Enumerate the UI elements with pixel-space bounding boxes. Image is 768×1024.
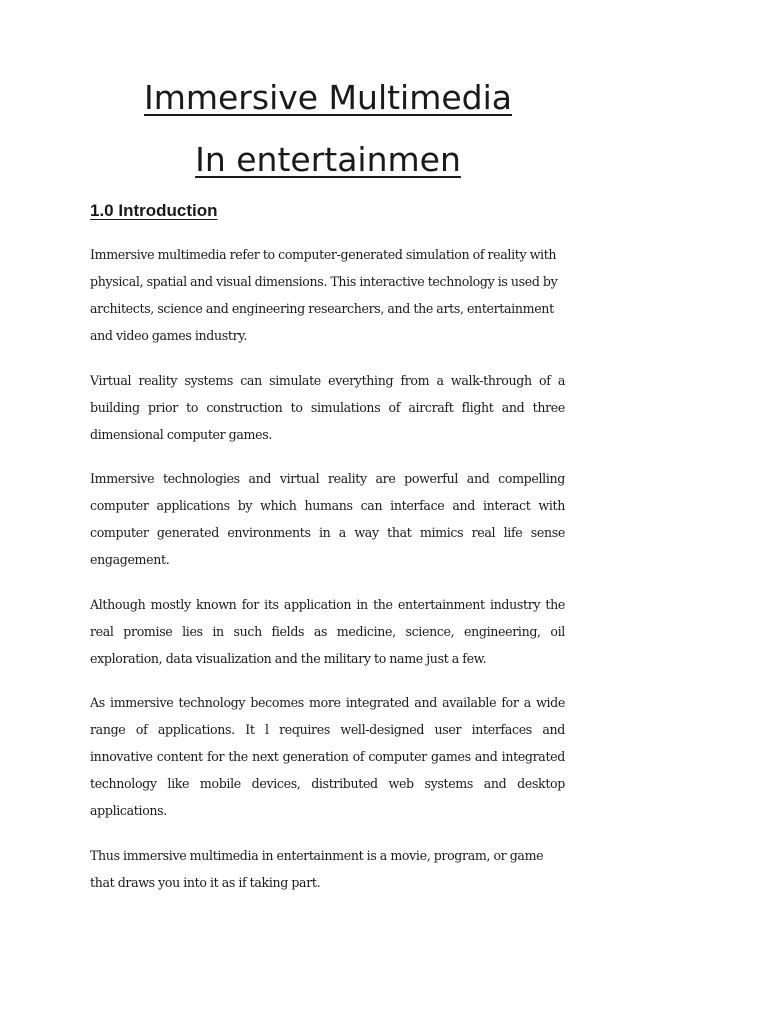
paragraph-5: As immersive technology becomes more integrated and available for a wide range of applications. It l requires well-designed user interfaces and innovative content for the next generation of computer games and integrated technology like mobile devices, distributed web systems and desktop applications. xyxy=(90,695,565,818)
document-title-line-2: In entertainmen xyxy=(195,140,461,179)
document-title-line-1: Immersive Multimedia xyxy=(143,78,513,117)
body-text xyxy=(90,241,565,913)
paragraph-4: Although mostly known for its application in the entertainment industry the real promise lies in such fields as medicine, science, engineering, oil exploration, data visualization and the military to name just a few. xyxy=(90,596,565,666)
paragraph-1: Immersive multimedia refer to computer-generated simulation of reality with physical, spatial and visual dimensions. This interactive technology is used by architects, science and engineering researchers, and the arts, entertainment and video games industry. xyxy=(90,247,558,343)
section-heading: 1.0 Introduction xyxy=(90,201,218,220)
paragraph-3: Immersive technologies and virtual reality are powerful and compelling computer applications by which humans can interface and interact with computer generated environments in a way that mimics real life sense engagement. xyxy=(90,471,565,567)
paragraph-6: Thus immersive multimedia in entertainment is a movie, program, or game that draws you into it as if taking part. xyxy=(90,847,544,890)
paragraph-2: Virtual reality systems can simulate everything from a walk-through of a building prior to construction to simulations of aircraft flight and three dimensional computer games. xyxy=(90,372,565,442)
